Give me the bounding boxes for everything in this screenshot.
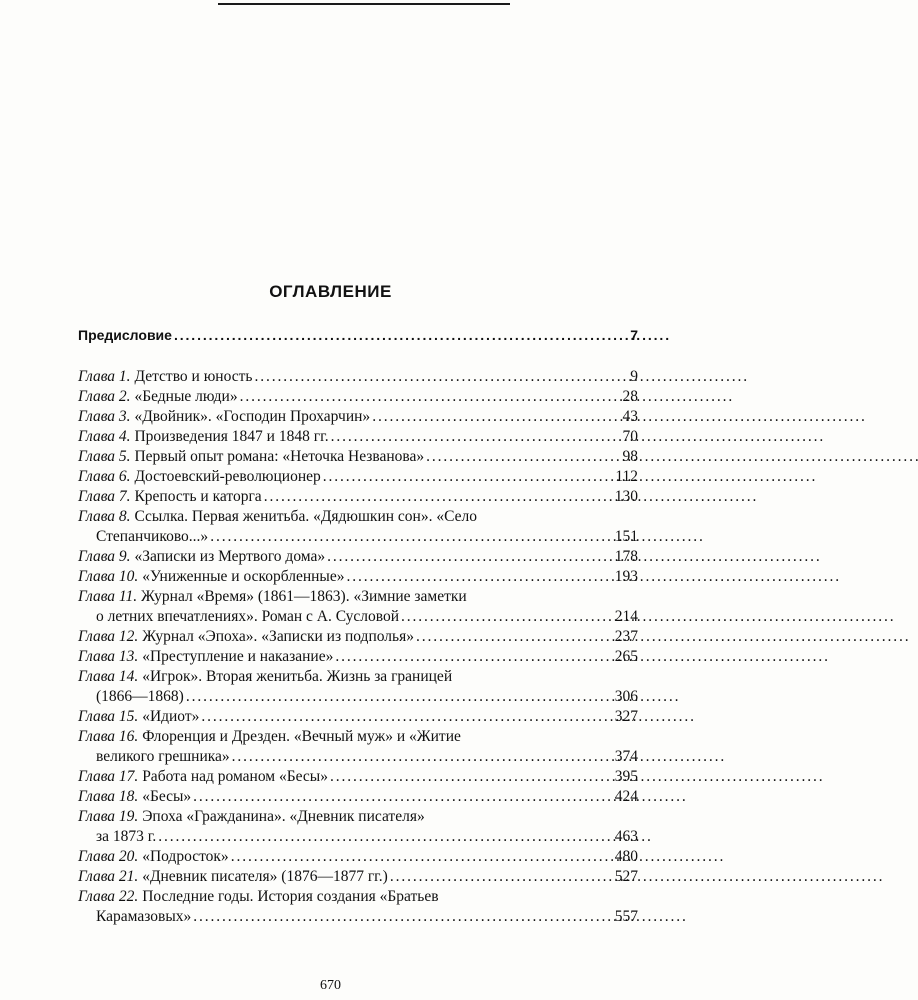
- dot-leader: [323, 467, 614, 487]
- chapter-title-text: Степанчиково...»: [96, 528, 209, 545]
- chapter-title-text: «Униженные и оскорбленные»: [142, 568, 345, 585]
- chapter-title: [78, 407, 370, 427]
- top-rule: [218, 3, 510, 5]
- chapter-label: Глава 20.: [78, 848, 139, 865]
- dot-leader: [330, 767, 613, 787]
- chapter-title: [78, 847, 229, 867]
- toc-entry[interactable]: [78, 467, 638, 487]
- chapter-title: [78, 667, 452, 687]
- chapter-title: [78, 647, 333, 667]
- chapter-title-text: «Идиот»: [142, 708, 200, 725]
- toc-entry[interactable]: [78, 367, 638, 387]
- dot-leader: [401, 607, 613, 627]
- chapter-label: Глава 22.: [78, 888, 139, 905]
- dot-leader: [327, 547, 613, 567]
- toc-entry[interactable]: [78, 887, 638, 927]
- dot-leader: [254, 367, 628, 387]
- chapter-page: 424: [614, 788, 638, 805]
- dot-leader: [346, 567, 612, 587]
- chapter-title-text: Детство и юность: [134, 368, 253, 385]
- toc-entry[interactable]: [78, 487, 638, 507]
- toc-entry[interactable]: [78, 567, 638, 587]
- chapter-page: 327: [614, 708, 638, 725]
- toc-line: [78, 707, 638, 727]
- chapter-title-text: «Преступление и наказание»: [142, 648, 334, 665]
- chapter-title: [78, 867, 388, 887]
- toc-line: [78, 887, 638, 907]
- chapter-title-text: «Двойник». «Господин Прохарчин»: [134, 408, 371, 425]
- chapter-label: Глава 13.: [78, 648, 139, 665]
- chapter-title: [96, 687, 184, 707]
- chapter-title-text: «Бедные люди»: [134, 388, 238, 405]
- chapter-page: 237: [614, 628, 638, 645]
- toc-line: [78, 567, 638, 587]
- toc-line: [78, 367, 638, 387]
- chapter-page: 130: [614, 488, 638, 505]
- chapter-title-text: Крепость и каторга: [134, 488, 262, 505]
- dot-leader: [416, 627, 613, 647]
- dot-leader: [193, 787, 613, 807]
- chapter-title-text: «Дневник писателя» (1876—1877 гг.): [142, 868, 388, 885]
- toc-line: [78, 607, 638, 627]
- chapter-title-text: Первый опыт романа: «Неточка Незванова»: [134, 448, 425, 465]
- dot-leader: [158, 827, 613, 847]
- toc-entry[interactable]: [78, 727, 638, 767]
- toc-line: [78, 687, 638, 707]
- chapter-title: [78, 387, 238, 407]
- chapter-label: Глава 9.: [78, 548, 131, 565]
- toc-entry[interactable]: [78, 547, 638, 567]
- toc-line: [78, 387, 638, 407]
- chapter-title: [78, 547, 325, 567]
- chapter-title: [78, 447, 424, 467]
- chapter-label: Глава 15.: [78, 708, 139, 725]
- chapter-title: [96, 827, 156, 847]
- chapter-title: [78, 467, 321, 487]
- chapter-page: 265: [614, 648, 638, 665]
- toc-entry[interactable]: [78, 447, 638, 467]
- chapter-title: [96, 747, 230, 767]
- chapter-label: Глава 14.: [78, 668, 139, 685]
- chapter-title: [78, 487, 262, 507]
- toc-entry[interactable]: [78, 807, 638, 847]
- chapter-label: Глава 12.: [78, 628, 139, 645]
- chapter-list: [78, 367, 638, 927]
- chapter-title-text: Работа над романом «Бесы»: [142, 768, 328, 785]
- toc-line: [78, 787, 638, 807]
- toc-entry[interactable]: [78, 427, 638, 447]
- chapter-label: Глава 18.: [78, 788, 139, 805]
- dot-leader: [426, 447, 620, 467]
- chapter-page: 193: [614, 568, 638, 585]
- chapter-title-text: за 1873 г.: [96, 828, 157, 845]
- page-number: 670: [320, 978, 341, 993]
- table-of-contents: [78, 323, 638, 927]
- chapter-title-text: «Игрок». Вторая женитьба. Жизнь за границей: [142, 668, 453, 685]
- chapter-title-text: Карамазовых»: [96, 908, 192, 925]
- chapter-page: 214: [614, 608, 638, 625]
- chapter-title-text: Флоренция и Дрезден. «Вечный муж» и «Житие: [142, 728, 461, 745]
- toc-line: [78, 847, 638, 867]
- dot-leader: [264, 487, 613, 507]
- chapter-title: [78, 767, 328, 787]
- dot-leader: [231, 847, 613, 867]
- chapter-title: [96, 527, 208, 547]
- toc-entry[interactable]: [78, 407, 638, 427]
- chapter-page: 43: [622, 408, 638, 425]
- toc-line: [78, 907, 638, 927]
- toc-line: [78, 487, 638, 507]
- chapter-title-text: Ссылка. Первая женитьба. «Дядюшкин сон». «Село: [134, 508, 477, 525]
- preface-page: 7: [630, 327, 638, 343]
- chapter-title: [78, 567, 344, 587]
- chapter-title: [78, 707, 199, 727]
- chapter-title-text: (1866—1868): [96, 688, 184, 705]
- dot-leader: [372, 407, 620, 427]
- chapter-label: Глава 10.: [78, 568, 139, 585]
- toc-entry[interactable]: [78, 707, 638, 727]
- dot-leader: [186, 687, 613, 707]
- chapter-title-text: Эпоха «Гражданина». «Дневник писателя»: [142, 808, 425, 825]
- toc-entry-preface[interactable]: [78, 323, 638, 347]
- toc-line: [78, 727, 638, 747]
- chapter-title-text: Достоевский-революционер: [134, 468, 321, 485]
- chapter-label: Глава 6.: [78, 468, 131, 485]
- chapter-title: [78, 367, 252, 387]
- chapter-page: 112: [615, 468, 638, 485]
- toc-line: [78, 747, 638, 767]
- chapter-page: 28: [622, 388, 638, 405]
- dot-leader: [193, 907, 613, 927]
- toc-line: [78, 827, 638, 847]
- toc-entry[interactable]: [78, 587, 638, 627]
- toc-entry[interactable]: [78, 767, 638, 787]
- toc-line: [78, 427, 638, 447]
- chapter-title: [78, 887, 439, 907]
- chapter-label: Глава 5.: [78, 448, 131, 465]
- chapter-label: Глава 8.: [78, 508, 131, 525]
- chapter-page: 178: [614, 548, 638, 565]
- chapter-page: 463: [614, 828, 638, 845]
- dot-leader: [240, 387, 621, 407]
- dot-leader: [331, 427, 621, 447]
- toc-entry[interactable]: [78, 667, 638, 707]
- spacer: [78, 347, 638, 367]
- chapter-title-text: Произведения 1847 и 1848 гг.: [134, 428, 329, 445]
- chapter-page: 374: [614, 748, 638, 765]
- dot-leader: [232, 747, 613, 767]
- dot-leader: [174, 323, 628, 347]
- chapter-page: 9: [630, 368, 638, 385]
- chapter-title-text: великого грешника»: [96, 748, 230, 765]
- chapter-page: 70: [622, 428, 638, 445]
- chapter-title: [96, 907, 191, 927]
- chapter-page: 480: [614, 848, 638, 865]
- chapter-title: [78, 587, 467, 607]
- preface-title: Предисловие: [78, 327, 172, 343]
- chapter-label: Глава 7.: [78, 488, 131, 505]
- chapter-page: 151: [614, 528, 638, 545]
- chapter-title-text: о летних впечатлениях». Роман с А. Сусловой: [96, 608, 400, 625]
- chapter-label: Глава 17.: [78, 768, 139, 785]
- toc-line: [78, 547, 638, 567]
- toc-entry[interactable]: [78, 787, 638, 807]
- chapter-label: Глава 2.: [78, 388, 131, 405]
- chapter-label: Глава 1.: [78, 368, 131, 385]
- toc-line: [78, 527, 638, 547]
- toc-line: [78, 507, 638, 527]
- chapter-title: [78, 807, 425, 827]
- chapter-label: Глава 21.: [78, 868, 139, 885]
- chapter-label: Глава 16.: [78, 728, 139, 745]
- toc-line: [78, 447, 638, 467]
- toc-entry[interactable]: [78, 387, 638, 407]
- toc-line: [78, 667, 638, 687]
- chapter-title-text: Последние годы. История создания «Братьев: [142, 888, 439, 905]
- toc-line: [78, 467, 638, 487]
- toc-line: [78, 807, 638, 827]
- chapter-title: [78, 507, 477, 527]
- toc-line: [78, 587, 638, 607]
- chapter-title: [96, 607, 399, 627]
- chapter-title-text: «Записки из Мертвого дома»: [134, 548, 326, 565]
- toc-entry[interactable]: [78, 507, 638, 547]
- chapter-title: [78, 787, 191, 807]
- toc-entry[interactable]: [78, 867, 638, 887]
- chapter-page: 98: [622, 448, 638, 465]
- chapter-page: 306: [614, 688, 638, 705]
- dot-leader: [201, 707, 612, 727]
- dot-leader: [210, 527, 613, 547]
- toc-entry[interactable]: [78, 627, 638, 647]
- chapter-title-text: «Подросток»: [142, 848, 229, 865]
- chapter-title: [78, 727, 461, 747]
- toc-entry[interactable]: [78, 847, 638, 867]
- toc-line: [78, 867, 638, 887]
- chapter-label: Глава 4.: [78, 428, 131, 445]
- toc-line: [78, 627, 638, 647]
- chapter-page: 557: [614, 908, 638, 925]
- dot-leader: [390, 867, 613, 887]
- toc-line: [78, 647, 638, 667]
- toc-entry[interactable]: [78, 647, 638, 667]
- chapter-title-text: «Бесы»: [142, 788, 192, 805]
- chapter-title: [78, 427, 329, 447]
- chapter-label: Глава 19.: [78, 808, 139, 825]
- chapter-label: Глава 11.: [78, 588, 138, 605]
- chapter-page: 395: [614, 768, 638, 785]
- chapter-title-text: Журнал «Эпоха». «Записки из подполья»: [142, 628, 414, 645]
- toc-line: [78, 767, 638, 787]
- chapter-title: [78, 627, 414, 647]
- page-title: ОГЛАВЛЕНИЕ: [269, 282, 392, 301]
- dot-leader: [335, 647, 612, 667]
- toc-line: [78, 407, 638, 427]
- chapter-title-text: Журнал «Время» (1861—1863). «Зимние заметки: [141, 588, 467, 605]
- chapter-label: Глава 3.: [78, 408, 131, 425]
- chapter-page: 527: [614, 868, 638, 885]
